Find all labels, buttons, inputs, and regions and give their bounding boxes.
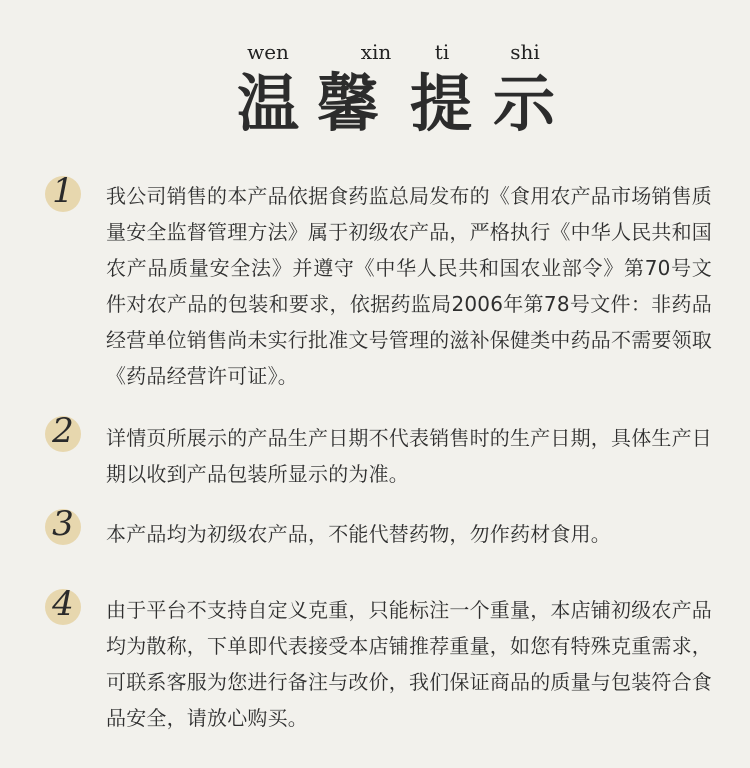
number-badge-label: 2 — [52, 411, 74, 451]
title-char-1: 温 — [236, 67, 300, 140]
number-badge — [45, 171, 81, 212]
pinyin-row — [0, 40, 750, 68]
title-char-4: 示 — [492, 67, 556, 140]
number-badge-label: 4 — [52, 584, 74, 624]
page-title — [0, 68, 750, 144]
pinyin-wen: wen — [247, 40, 289, 64]
number-badge — [45, 504, 81, 545]
title-char-2: 馨 — [316, 67, 380, 140]
number-badge — [45, 411, 81, 452]
pinyin-shi: shi — [510, 40, 540, 64]
pinyin-xin: xin — [360, 40, 392, 64]
notice-text: 由于平台不支持自定义克重，只能标注一个重量，本店铺初级农产品均为散称，下单即代表接受本店铺推荐重量，如您有特殊克重需求，可联系客服为您进行备注与改价，我们保证商品的质量与包装符合食品安全，请放心购买。 — [106, 598, 712, 730]
notice-text: 本产品均为初级农产品，不能代替药物，勿作药材食用。 — [106, 522, 611, 546]
notice-text: 我公司销售的本产品依据食药监总局发布的《食用农产品市场销售质量安全监督管理方法》属于初级农产品，严格执行《中华人民共和国农产品质量安全法》并遵守《中华人民共和国农业部令》第70号文件对农产品的包装和要求，依据药监局2006年第78号文件：非药品经营单位销售尚未实行批准文号管理的滋补保健类中药品不需要领取《药品经营许可证》。 — [106, 184, 712, 388]
number-badge-label: 3 — [52, 504, 74, 544]
number-badge-label: 1 — [52, 171, 74, 211]
number-badge — [45, 584, 81, 625]
notice-text: 详情页所展示的产品生产日期不代表销售时的生产日期，具体生产日期以收到产品包装所显示的为准。 — [106, 426, 712, 486]
title-char-3: 提 — [409, 67, 473, 140]
pinyin-ti: ti — [434, 40, 450, 64]
